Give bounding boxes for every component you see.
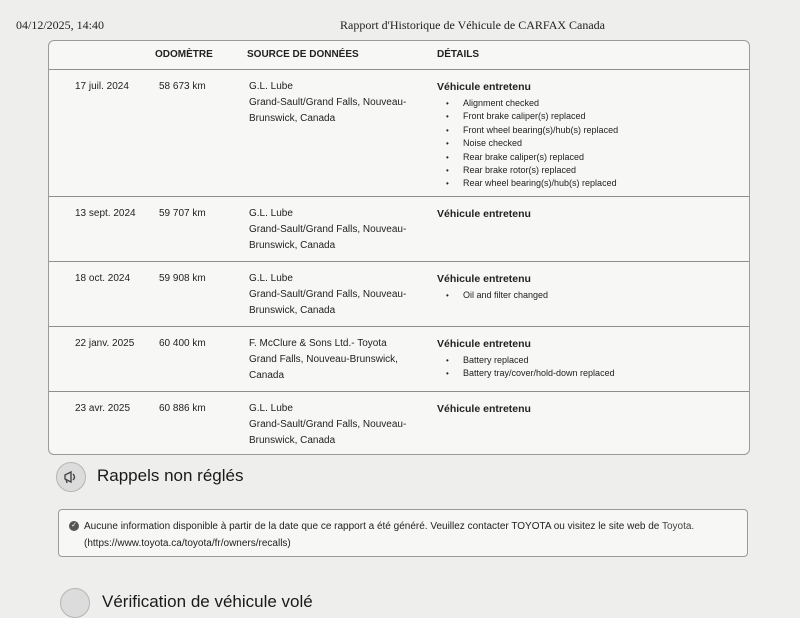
service-item: • Rear brake caliper(s) replaced <box>437 151 737 164</box>
source-location: Brunswick, Canada <box>249 113 336 124</box>
service-status: Véhicule entretenu <box>437 338 531 350</box>
stolen-check-section <box>60 588 560 611</box>
source-name: G.L. Lube <box>249 273 293 284</box>
source-name: G.L. Lube <box>249 403 293 414</box>
service-status: Véhicule entretenu <box>437 273 531 285</box>
service-item: • Front wheel bearing(s)/hub(s) replaced <box>437 124 737 137</box>
row-odometer: 58 673 km <box>159 81 206 92</box>
source-location: Brunswick, Canada <box>249 305 336 316</box>
row-date: 13 sept. 2024 <box>75 208 136 219</box>
recall-icon <box>56 462 86 492</box>
source-location: Grand-Sault/Grand Falls, Nouveau- <box>249 419 407 430</box>
source-location: Grand-Sault/Grand Falls, Nouveau- <box>249 224 407 235</box>
row-details <box>437 401 737 417</box>
print-datetime: 04/12/2025, 14:40 <box>16 18 105 32</box>
service-status: Véhicule entretenu <box>437 403 531 415</box>
header-details: DÉTAILS <box>437 49 480 60</box>
service-status: Véhicule entretenu <box>437 81 531 93</box>
service-items <box>437 289 737 302</box>
stolen-check-title: Vérification de véhicule volé <box>102 592 313 611</box>
service-items <box>437 97 737 191</box>
header-source: SOURCE DE DONNÉES <box>247 49 359 60</box>
recalls-brand-link[interactable]: Toyota. <box>661 521 695 532</box>
row-details <box>437 271 737 302</box>
table-header-row <box>49 41 749 70</box>
row-source <box>249 401 429 449</box>
row-source <box>249 271 429 319</box>
row-details <box>437 206 737 222</box>
source-name: G.L. Lube <box>249 81 293 92</box>
row-odometer: 59 707 km <box>159 208 206 219</box>
header-odometer: ODOMÈTRE <box>155 49 213 60</box>
source-location: Grand-Sault/Grand Falls, Nouveau- <box>249 289 407 300</box>
row-date: 18 oct. 2024 <box>75 273 131 284</box>
service-item: • Alignment checked <box>437 97 737 110</box>
row-odometer: 60 886 km <box>159 403 206 414</box>
row-source <box>249 79 429 127</box>
row-details <box>437 79 737 191</box>
service-item: • Battery replaced <box>437 354 737 367</box>
section-icon <box>60 588 90 618</box>
service-items <box>437 354 737 381</box>
service-item: • Front brake caliper(s) replaced <box>437 110 737 123</box>
source-location: Brunswick, Canada <box>249 240 336 251</box>
service-status: Véhicule entretenu <box>437 208 531 220</box>
table-row <box>49 196 749 262</box>
service-item: • Rear brake rotor(s) replaced <box>437 164 737 177</box>
recalls-info-box <box>58 509 748 557</box>
document-title: Rapport d'Historique de Véhicule de CARFAX Canada <box>340 18 606 32</box>
row-date: 17 juil. 2024 <box>75 81 129 92</box>
service-item: • Noise checked <box>437 137 737 150</box>
row-odometer: 59 908 km <box>159 273 206 284</box>
service-history-table <box>48 40 750 455</box>
megaphone-icon <box>62 468 80 486</box>
source-location: Grand-Sault/Grand Falls, Nouveau- <box>249 97 407 108</box>
recalls-section <box>56 460 756 496</box>
row-source <box>249 206 429 254</box>
table-row <box>49 261 749 327</box>
service-item: • Oil and filter changed <box>437 289 737 302</box>
row-date: 23 avr. 2025 <box>75 403 131 414</box>
source-location: Brunswick, Canada <box>249 435 336 446</box>
recalls-message <box>84 518 744 552</box>
recalls-message-text: Aucune information disponible à partir de la date que ce rapport a été généré. Veuillez contacter TOYOTA ou visitez le site web de <box>84 521 660 532</box>
table-row <box>49 391 749 454</box>
source-location: Canada <box>249 370 285 381</box>
row-date: 22 janv. 2025 <box>75 338 135 349</box>
recalls-title: Rappels non réglés <box>97 466 244 485</box>
row-odometer: 60 400 km <box>159 338 206 349</box>
check-circle-icon: ✓ <box>69 521 79 531</box>
table-row <box>49 326 749 392</box>
table-row <box>49 69 749 197</box>
row-details <box>437 336 737 381</box>
row-source <box>249 336 429 384</box>
service-item: • Rear wheel bearing(s)/hub(s) replaced <box>437 177 737 190</box>
source-name: F. McClure & Sons Ltd.- Toyota <box>249 338 387 349</box>
recalls-url[interactable]: (https://www.toyota.ca/toyota/fr/owners/recalls) <box>84 538 291 549</box>
source-location: Grand Falls, Nouveau-Brunswick, <box>249 354 398 365</box>
service-item: • Battery tray/cover/hold-down replaced <box>437 367 737 380</box>
source-name: G.L. Lube <box>249 208 293 219</box>
